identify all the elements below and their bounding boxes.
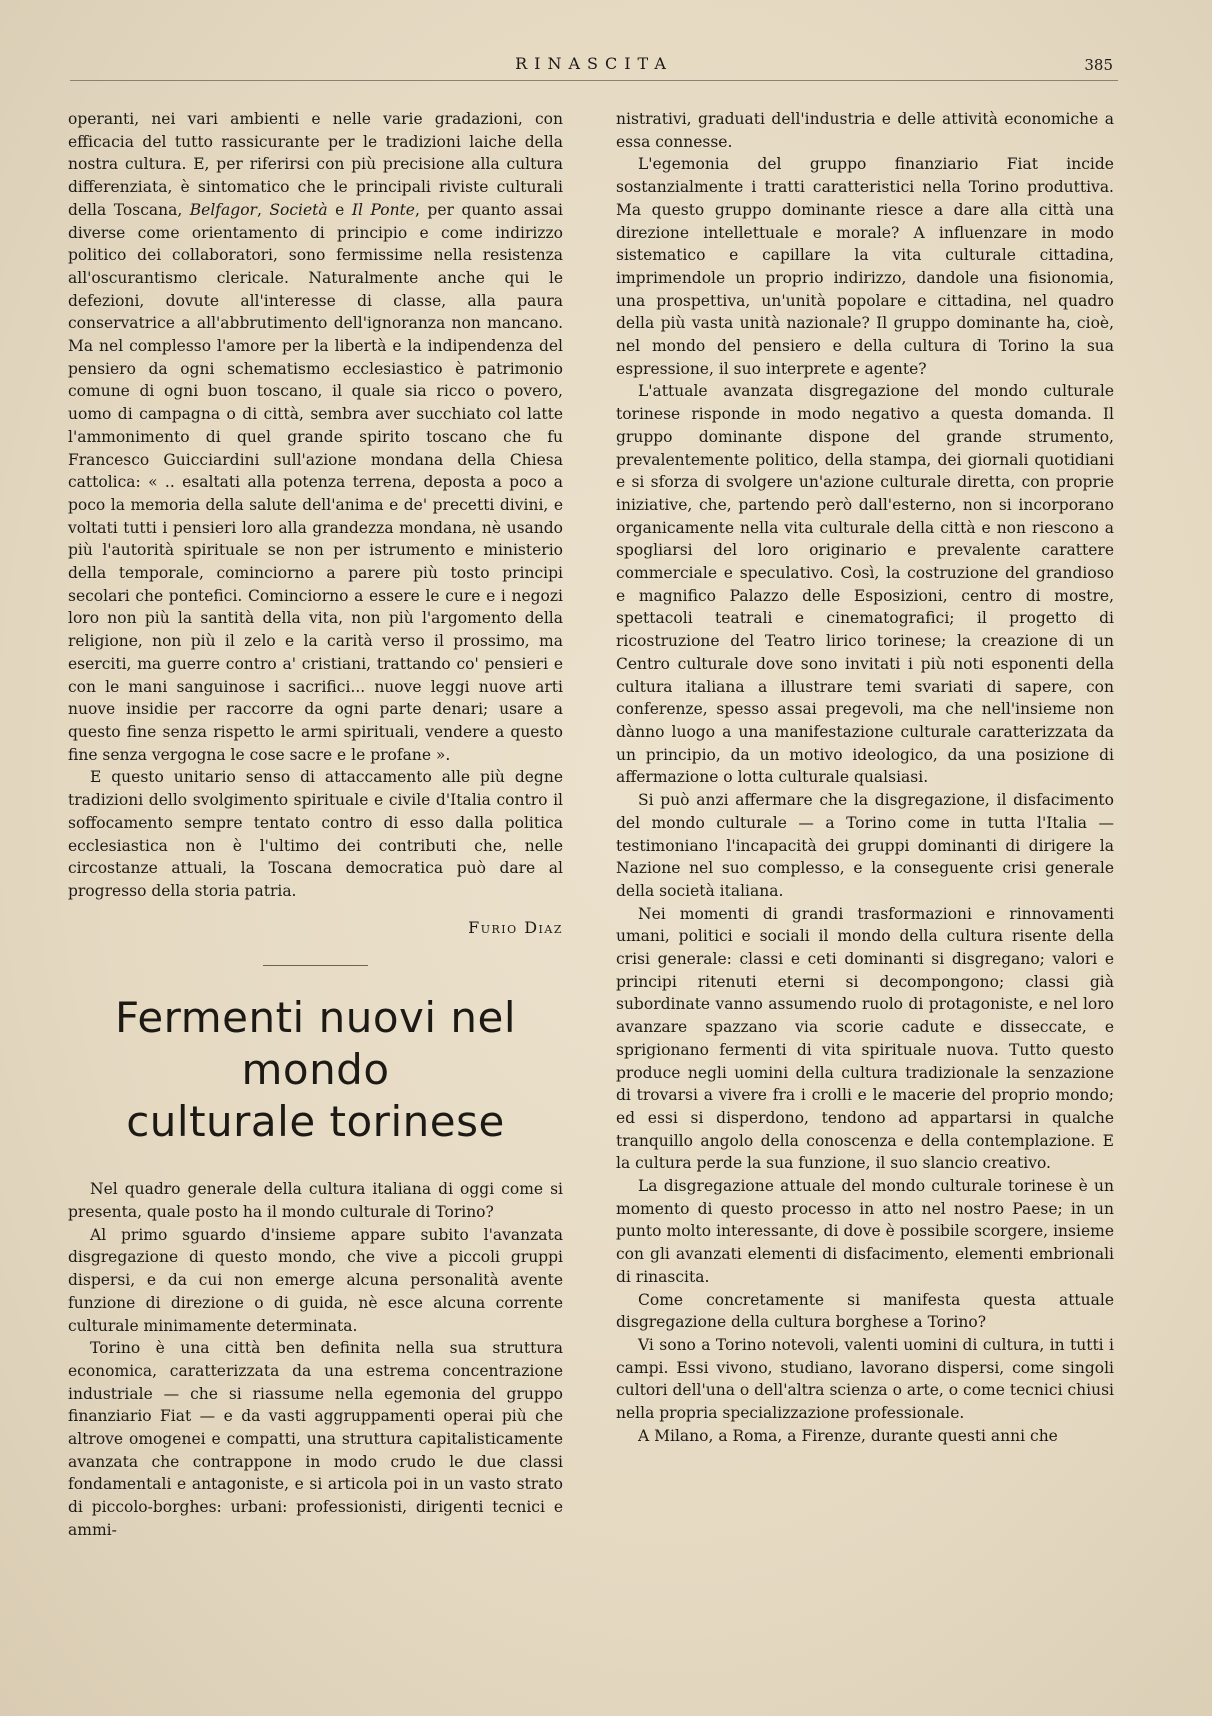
article1-paragraph: operanti, nei vari ambienti e nelle varie gradazioni, con efficacia del tutto rassicurante per le tradizioni laiche della nostra cultura. E, per riferirsi con più precisione alla cultura differenziata, è sintomatico che le principali riviste culturali della Toscana, Belfagor, Società e Il Ponte, per quanto assai diverse come orientamento di principio e come indirizzo politico dei collaboratori, sono fermissime nella resistenza all'oscurantismo clericale. Naturalmente anche qui le defezioni, dovute all'interesse di classe, alla paura conservatrice a all'abbrutimento dell'ignoranza non mancano. Ma nel complesso l'amore per la libertà e la indipendenza del pensiero da ogni schematismo ecclesiastico è patrimonio comune di ogni buon toscano, il quale sia ricco o povero, uomo di campagna o di città, sembra aver succhiato col latte l'ammonimento di quel grande spirito toscano che fu Francesco Guicciardini sull'azione mondana della Chiesa cattolica: « .. esaltati alla potenza terrena, deposta a poco a poco la memoria della salute dell'anima e de' precetti divini, e voltati tutti i pensieri loro alla grandezza mondana, nè usando più l'autorità spirituale se non per istrumento e ministerio della temporale, cominciorno a parere più tosto principi secolari che pontefici. Cominciorno a essere le cure e i negozi loro non più la santità della vita, non più l'argomento della religione, non più il zelo e la carità verso il prossimo, ma eserciti, ma guerre contro a' cristiani, trattando co' pensieri e con le mani sanguinose i sacrifici... nuove leggi nuove arti nuove insidie per raccorre da ogni parte denari; usare a questo fine senza rispetto le armi spirituali, vendere a questo fine senza vergogna le cose sacre e le profane ». bbox=[68, 110, 564, 764]
article2-paragraph: Nei momenti di grandi trasformazioni e rinnovamenti umani, politici e sociali il mondo della cultura risente della crisi generale: classi e ceti dominanti si disgregano; valori e principi ritenuti eterni si decompongono; classi già subordinate vanno assumendo ruolo di protagoniste, e nel loro avanzare spazzano via scorie cadute e disseccate, e sprigionano fermenti di vita spirituale nuova. Tutto questo produce negli uomini della cultura tradizionale la senzazione di trovarsi a vivere fra i crolli e le macerie del proprio mondo; ed essi si disperdono, tendono ad appartarsi in qualche tranquillo angolo della conoscenza e della contemplazione. E la cultura perde la sua funzione, il suo slancio creativo. bbox=[616, 904, 1114, 1173]
journal-title: Società bbox=[269, 200, 328, 219]
article2-paragraph: La disgregazione attuale del mondo culturale torinese è un momento di questo processo in atto nel nostro Paese; in un punto molto interessante, di dove è possibile scorgere, insieme con gli avanzati elementi di disfacimento, elementi embrionali di rinascita. bbox=[616, 1177, 1114, 1286]
article2-paragraph: L'attuale avanzata disgregazione del mondo culturale torinese risponde in modo negativo a questa domanda. Il gruppo dominante dispone del grande strumento, prevalentemente politico, della stampa, dei giornali quotidiani e si sforza di svolgere un'azione culturale diretta, con proprie iniziative, che, partendo però dall'esterno, non si incorporano organicamente nella vita culturale della città e non riescono a spogliarsi del loro originario e prevalente carattere commerciale e speculativo. Così, la costruzione del grandioso e magnifico Palazzo delle Esposizioni, centro di mostre, spettacoli teatrali e cinematografici; il progetto di ricostruzione del Teatro lirico torinese; la creazione di un Centro culturale dove sono invitati i più noti esponenti della cultura italiana a illustrare temi svariati di sapere, con conferenze, spesso assai pregevoli, ma che nell'insieme non dànno luogo a una manifestazione culturale caratterizzata da un principio, da un motivo ideologico, da una posizione di affermazione o lotta culturale qualsiasi. bbox=[616, 382, 1114, 787]
article2-paragraph: Torino è una città ben definita nella sua struttura economica, caratterizzata da una estrema concentrazione industriale — che si riassume nella egemonia del gruppo finanziario Fiat — e da vasti aggruppamenti operai più che altrove omogenei e compatti, una struttura capitalisticamente avanzata che contrappone in modo crudo le due classi fondamentali e antagoniste, e si articola poi in un vasto strato di piccolo-borghes: urbani: professionisti, dirigenti tecnici e ammi- bbox=[68, 1339, 563, 1539]
header-rule bbox=[70, 80, 1118, 81]
article1-paragraph: E questo unitario senso di attaccamento alle più degne tradizioni dello svolgimento spirituale e civile d'Italia contro il soffocamento sempre tentato contro di esso dalla politica ecclesiastica non è l'ultimo dei contributi che, nelle circostanze attuali, la Toscana democratica può dare al progresso della storia patria. bbox=[68, 768, 563, 900]
article2-paragraph: L'egemonia del gruppo finanziario Fiat incide sostanzialmente i tratti caratteristici nella Torino produttiva. Ma questo gruppo dominante riesce a dare alla città una direzione intellettuale e morale? A influenzare in modo sistematico e capillare la vita culturale cittadina, imprimendole un proprio indirizzo, dandole una fisionomia, una prospettiva, un'unità popolare e cittadina, nel quadro della più vasta unità nazionale? Il gruppo dominante ha, cioè, nel mondo del pensiero e della cultura di Torino la sua espressione, il suo interprete e agente? bbox=[616, 155, 1114, 378]
article2-paragraph: Vi sono a Torino notevoli, valenti uomini di cultura, in tutti i campi. Essi vivono, studiano, lavorano dispersi, come singoli cultori dell'una o dell'altra scienza o arte, o come tecnici chiusi nella propria specializzazione professionale. bbox=[616, 1335, 1114, 1423]
article2-title: Fermenti nuovi nel mondo culturale torinese bbox=[114, 993, 517, 1147]
left-column bbox=[68, 108, 563, 1542]
running-title: RINASCITA bbox=[515, 54, 673, 73]
article2-paragraph: A Milano, a Roma, a Firenze, durante questi anni che bbox=[638, 1426, 1058, 1445]
article2-paragraph: Si può anzi affermare che la disgregazione, il disfacimento del mondo culturale — a Torino come in tutta l'Italia — testimoniano l'incapacità dei gruppi dominanti di dirigere la Nazione nel suo complesso, e la conseguente crisi generale della società italiana. bbox=[616, 791, 1114, 900]
page-number: 385 bbox=[1084, 56, 1113, 74]
author-signature: Furio Diaz bbox=[468, 917, 563, 937]
article2-paragraph: Al primo sguardo d'insieme appare subito l'avanzata disgregazione di questo mondo, che vive a piccoli gruppi dispersi, e da cui non emerge alcuna personalità avente funzione di direzione o di guida, nè esce alcuna corrente culturale minimamente determinata. bbox=[68, 1225, 563, 1335]
right-column bbox=[616, 108, 1114, 1447]
article2-paragraph: nistrativi, graduati dell'industria e delle attività economiche a essa connesse. bbox=[616, 110, 1114, 151]
journal-title: Belfagor bbox=[189, 200, 257, 219]
article2-paragraph: Nel quadro generale della cultura italiana di oggi come si presenta, quale posto ha il mondo culturale di Torino? bbox=[68, 1180, 563, 1222]
article-separator bbox=[263, 965, 368, 966]
article2-paragraph: Come concretamente si manifesta questa attuale disgregazione della cultura borghese a Torino? bbox=[616, 1290, 1114, 1332]
journal-title: Il Ponte bbox=[351, 200, 415, 219]
page-header bbox=[70, 52, 1118, 82]
